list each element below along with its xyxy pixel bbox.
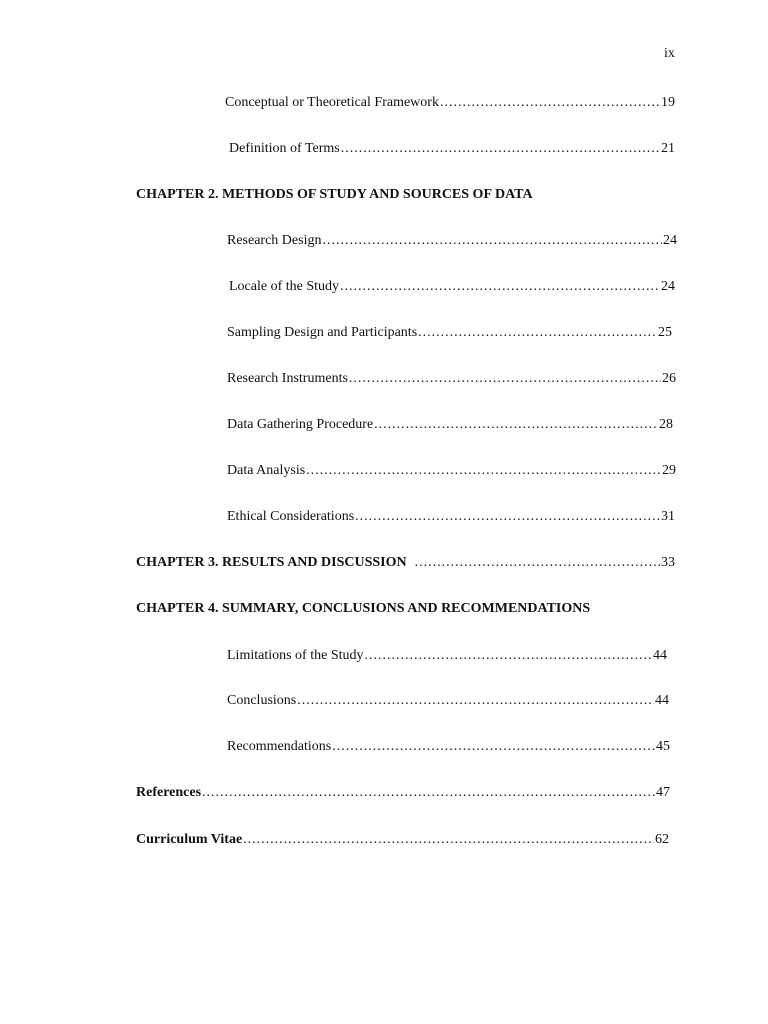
toc-chapter-2-heading[interactable] — [136, 186, 676, 204]
toc-entry-title: Conclusions — [227, 693, 297, 708]
leader-dots — [365, 647, 653, 665]
toc-entry-title: Ethical Considerations — [227, 509, 355, 524]
toc-entry-page: 26 — [662, 371, 676, 386]
toc-entry-page: 21 — [661, 141, 675, 156]
leader-dots — [440, 94, 660, 112]
toc-entry-page: 29 — [662, 463, 676, 478]
toc-entry-page: 25 — [658, 325, 672, 340]
toc-entry-title: Conceptual or Theoretical Framework — [225, 95, 439, 110]
toc-entry-page: 44 — [653, 648, 667, 663]
leader-dots — [297, 692, 654, 710]
toc-entry-data-gathering[interactable] — [227, 416, 673, 434]
toc-entry-locale-of-study[interactable] — [229, 278, 675, 296]
leader-dots — [322, 232, 662, 250]
toc-entry-conceptual-framework[interactable] — [225, 94, 675, 112]
toc-entry-page: 45 — [656, 739, 670, 754]
leader-dots — [349, 370, 661, 388]
toc-entry-page: 47 — [656, 785, 670, 800]
toc-entry-title: CHAPTER 4. SUMMARY, CONCLUSIONS AND RECOMMENDATIONS — [136, 601, 591, 616]
leader-dots — [202, 784, 655, 802]
toc-entry-sampling-design[interactable] — [227, 324, 672, 342]
toc-entry-title: Data Analysis — [227, 463, 306, 478]
toc-entry-title: Limitations of the Study — [227, 648, 364, 663]
toc-entry-title: References — [136, 785, 202, 800]
toc-entry-title: Locale of the Study — [229, 279, 340, 294]
leader-dots — [341, 140, 660, 158]
leader-dots — [418, 324, 657, 342]
leader-dots — [243, 831, 654, 849]
toc-entry-page: 24 — [663, 233, 677, 248]
toc-entry-title: Research Design — [227, 233, 322, 248]
toc-entry-page: 62 — [655, 832, 669, 847]
toc-entry-recommendations[interactable] — [227, 738, 670, 756]
toc-entry-page: 24 — [661, 279, 675, 294]
leader-dots — [374, 416, 658, 434]
toc-chapter-3-heading[interactable] — [136, 554, 675, 572]
toc-entry-research-instruments[interactable] — [227, 370, 676, 388]
leader-dots — [306, 462, 661, 480]
toc-entry-title: Sampling Design and Participants — [227, 325, 418, 340]
leader-dots — [415, 554, 660, 572]
toc-entry-research-design[interactable] — [227, 232, 677, 250]
leader-dots — [332, 738, 655, 756]
toc-entry-page: 33 — [661, 555, 675, 570]
toc-entry-title: Definition of Terms — [229, 141, 340, 156]
page-number: ix — [664, 46, 675, 61]
toc-entry-limitations[interactable] — [227, 647, 667, 665]
leader-dots — [355, 508, 660, 526]
toc-entry-title: Data Gathering Procedure — [227, 417, 374, 432]
toc-chapter-4-heading[interactable] — [136, 600, 676, 618]
toc-entry-page: 19 — [661, 95, 675, 110]
toc-entry-page: 31 — [661, 509, 675, 524]
toc-entry-page: 44 — [655, 693, 669, 708]
toc-entry-conclusions[interactable] — [227, 692, 669, 710]
toc-entry-page: 28 — [659, 417, 673, 432]
toc-entry-title: CHAPTER 3. RESULTS AND DISCUSSION — [136, 555, 407, 570]
toc-entry-data-analysis[interactable] — [227, 462, 676, 480]
toc-entry-title: Recommendations — [227, 739, 332, 754]
toc-entry-definition-of-terms[interactable] — [229, 140, 675, 158]
toc-entry-title: CHAPTER 2. METHODS OF STUDY AND SOURCES OF DATA — [136, 187, 533, 202]
toc-entry-ethical-considerations[interactable] — [227, 508, 675, 526]
toc-entry-curriculum-vitae[interactable] — [136, 831, 669, 849]
toc-entry-references[interactable] — [136, 784, 670, 802]
toc-entry-title: Research Instruments — [227, 371, 348, 386]
toc-entry-title: Curriculum Vitae — [136, 832, 243, 847]
leader-dots — [340, 278, 660, 296]
